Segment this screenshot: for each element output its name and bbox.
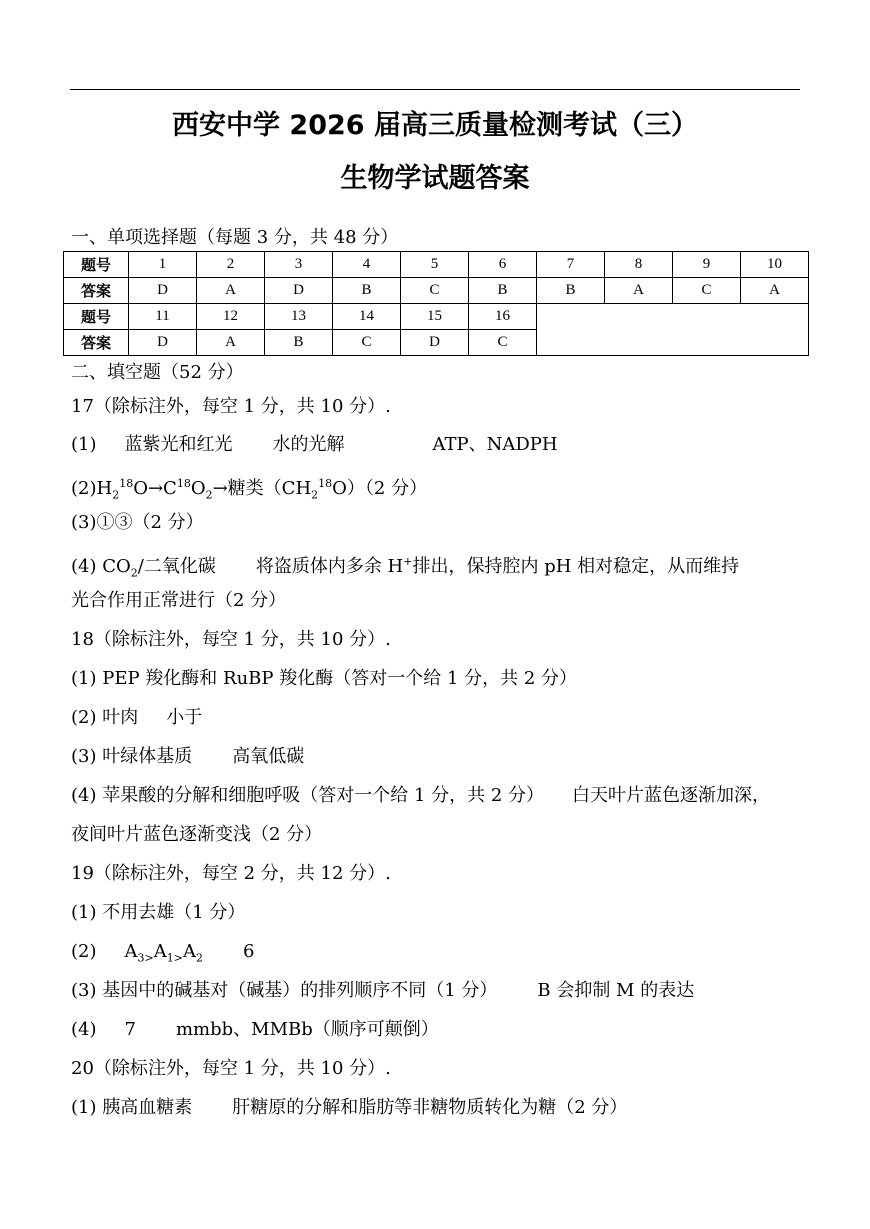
table-cell: 2 [197, 252, 265, 278]
formula-part: O）（2 分） [332, 478, 428, 499]
table-cell: 12 [197, 304, 265, 330]
table-cell: B [333, 278, 401, 304]
answer-text: B 会抑制 M 的表达 [537, 980, 695, 1001]
formula-part: →糖类（CH [212, 478, 312, 499]
formula-part: O [190, 478, 206, 499]
table-cell: A [197, 278, 265, 304]
table-cell: 8 [605, 252, 673, 278]
table-cell: B [469, 278, 537, 304]
answer-label: 答案 [64, 278, 129, 304]
q17-answer-2 [71, 473, 427, 507]
q19-answer-3 [71, 980, 694, 1002]
q17-heading: 17（除标注外，每空 1 分，共 10 分）. [71, 396, 391, 417]
table-cell: 5 [401, 252, 469, 278]
q17-answer-1 [71, 434, 558, 456]
formula-part: 2 [195, 951, 203, 965]
answer-text: 7 [124, 1019, 136, 1040]
answer-text: 肝糖原的分解和脂肪等非糖物质转化为糖（2 分） [232, 1097, 628, 1118]
table-cell: C [673, 278, 741, 304]
table-cell: C [401, 278, 469, 304]
answer-table [63, 251, 809, 356]
q19-answer-4 [71, 1019, 439, 1041]
answer-text: (3) 叶绿体基质 [71, 746, 193, 767]
formula-part: > [173, 951, 183, 965]
table-cell: 10 [741, 252, 809, 278]
answer-text: 蓝紫光和红光 [124, 434, 233, 455]
table-cell: 3 [265, 252, 333, 278]
q18-answer-3 [71, 746, 304, 768]
table-cell: D [401, 330, 469, 356]
table-cell: 14 [333, 304, 401, 330]
table-row [64, 304, 809, 330]
q18-heading: 18（除标注外，每空 1 分，共 10 分）. [71, 629, 391, 650]
formula-part: > [144, 951, 154, 965]
table-cell: D [129, 278, 197, 304]
answer-text: (4) CO [71, 556, 131, 577]
answer-text: ATP、NADPH [432, 434, 558, 455]
answer-text: 高氧低碳 [232, 746, 305, 767]
answer-number: (1) [71, 434, 97, 455]
table-empty-area [537, 304, 809, 356]
q19-answer-2 [71, 941, 254, 970]
formula-part: 2 [311, 488, 319, 502]
question-label: 题号 [64, 304, 129, 330]
answer-text: mmbb、MMBb（顺序可颠倒） [175, 1019, 439, 1040]
answer-number: (4) [71, 1019, 97, 1040]
formula-part: O→C [133, 478, 177, 499]
q18-answer-2 [71, 707, 202, 729]
answer-text: (2) 叶肉 [71, 707, 139, 728]
page-subtitle: 生物学试题答案 [340, 163, 530, 194]
q17-answer-4-cont: 光合作用正常进行（2 分） [71, 590, 287, 611]
table-row [64, 278, 809, 304]
answer-label: 答案 [64, 330, 129, 356]
formula-part: 2 [112, 488, 120, 502]
table-cell: 6 [469, 252, 537, 278]
answer-text: 白天叶片蓝色逐渐加深， [572, 785, 771, 806]
table-cell: 9 [673, 252, 741, 278]
table-cell: 13 [265, 304, 333, 330]
table-cell: D [129, 330, 197, 356]
answer-number: (2) [71, 941, 97, 962]
formula-part: 1 [166, 951, 174, 965]
table-row [64, 252, 809, 278]
table-cell: 16 [469, 304, 537, 330]
section-heading-choice: 一、单项选择题（每题 3 分，共 48 分） [71, 227, 399, 248]
table-cell: 1 [129, 252, 197, 278]
answer-text: (4) 苹果酸的分解和细胞呼吸（答对一个给 1 分，共 2 分） [71, 785, 545, 806]
table-cell: 11 [129, 304, 197, 330]
q18-answer-1: (1) PEP 羧化酶和 RuBP 羧化酶（答对一个给 1 分，共 2 分） [71, 668, 578, 689]
q17-answer-3: (3)①③（2 分） [71, 512, 204, 533]
q18-answer-4-cont: 夜间叶片蓝色逐渐变浅（2 分） [71, 824, 323, 845]
answer-text: (1) 胰高血糖素 [71, 1097, 193, 1118]
answer-text: (3) 基因中的碱基对（碱基）的排列顺序不同（1 分） [71, 980, 498, 1001]
table-cell: A [605, 278, 673, 304]
table-cell: A [197, 330, 265, 356]
answer-text: /二氧化碳 [137, 556, 216, 577]
table-cell: C [333, 330, 401, 356]
q19-heading: 19（除标注外，每空 2 分，共 12 分）. [71, 863, 391, 884]
page-title: 西安中学 2026 届高三质量检测考试（三） [172, 110, 698, 141]
q18-answer-4 [71, 785, 770, 807]
formula-part: A [182, 941, 196, 962]
formula-part: 18 [176, 477, 191, 490]
table-cell: 7 [537, 252, 605, 278]
formula-part: (2)H [71, 478, 113, 499]
table-cell: D [265, 278, 333, 304]
answer-text: 2 [130, 566, 138, 580]
formula-part: 18 [318, 477, 333, 490]
q19-answer-1: (1) 不用去雄（1 分） [71, 902, 246, 923]
q20-heading: 20（除标注外，每空 1 分，共 10 分）. [71, 1058, 391, 1079]
table-cell: C [469, 330, 537, 356]
answer-text: 将盗质体内多余 H [255, 556, 404, 577]
formula-part: A [153, 941, 167, 962]
answer-text: 小于 [166, 707, 203, 728]
answer-text: 6 [242, 941, 255, 962]
q20-answer-1 [71, 1097, 627, 1119]
table-cell: 4 [333, 252, 401, 278]
formula-part: 2 [205, 488, 213, 502]
answer-text: + [403, 555, 413, 568]
formula-part: A [124, 941, 138, 962]
answer-text: 排出，保持腔内 pH 相对稳定，从而维持 [412, 556, 740, 577]
formula-part: 3 [137, 951, 145, 965]
answer-text: 水的光解 [272, 434, 345, 455]
table-cell: B [537, 278, 605, 304]
table-cell: B [265, 330, 333, 356]
question-label: 题号 [64, 252, 129, 278]
table-cell: A [741, 278, 809, 304]
q17-answer-4 [71, 551, 739, 585]
formula-part: 18 [119, 477, 134, 490]
table-cell: 15 [401, 304, 469, 330]
top-rule [70, 89, 800, 90]
section-heading-fill: 二、填空题（52 分） [71, 362, 244, 383]
